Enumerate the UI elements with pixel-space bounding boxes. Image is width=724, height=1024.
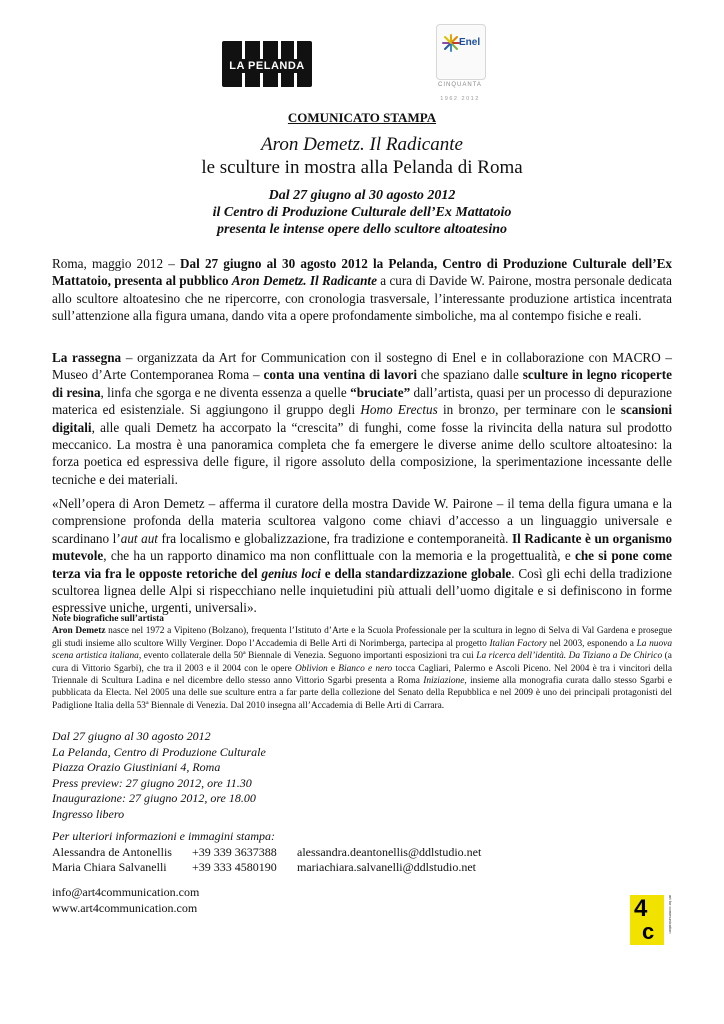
document-subtitle: le sculture in mostra alla Pelanda di Roma bbox=[201, 157, 523, 178]
intro-paragraph: Roma, maggio 2012 – Dal 27 giugno al 30 agosto 2012 la Pelanda, Centro di Produzione Culturale dell’Ex Mattatoio, presenta al pubblico Aron Demetz. Il Radicante a cura di Davide W. Pairone, mostra personale dedicata allo scultore altoatesino che ne ripercorre, con cronologia trasversale, l’interessante produzione artistica incentrata sull’attenzione alla figura umana, dando vita a opere profondamente simboliche, ma al contempo fisiche e reali. bbox=[52, 256, 673, 324]
curator-quote-paragraph: «Nell’opera di Aron Demetz – afferma il curatore della mostra Davide W. Pairone – il tema della figura umana e la comprensione profonda della materia scultorea valgono come chiavi d’accesso a un linguaggio universale e scardinano l’aut aut fra localismo e globalizzazione, fra tradizione e contemporaneità. Il Radicante è un organismo mutevole, che ha un rapporto dinamico ma non conflittuale con la memoria e la progettualità, e che si pone come terza via fra le opposte retoriche del genius loci e della standardizzazione globale. Così gli echi della tradizione scultorea lignea delle Alpi si rispecchiano nelle inquietudini più attuali dell’uomo digitale e si definiscono in forme espressive uniche, urgenti, universali». bbox=[52, 496, 672, 616]
contact-row bbox=[52, 860, 672, 876]
exhibition-venue-line: il Centro di Produzione Culturale dell’Ex Mattatoio bbox=[212, 205, 512, 220]
exhibition-paragraph: La rassegna – organizzata da Art for Communication con il sostegno di Enel e in collaborazione con MACRO – Museo d’Arte Contemporanea Roma – conta una ventina di lavori che spaziano dalle sculture in legno ricoperte di resina, linfa che sgorga e ne diventa essenza a quelle “bruciate” dall’artista, quasi per un processo di depurazione materica ed esistenziale. Si aggiungono il gruppo degli Homo Erectus in bronzo, per terminare con le scansioni digitali, alle quali Demetz ha accorpato la “crescita” di funghi, come fosse la rivincita della natura sul prodotto meccanico. La mostra è una panoramica completa che fa emergere le diverse anime dello scultore altoatesino: la forza poetica ed espressiva delle figure, il rigore assoluto della composizione, la sperimentazione incessante delle tecniche e dei materiali. bbox=[52, 350, 673, 487]
a4c-logo-block bbox=[630, 895, 664, 945]
enel-logo bbox=[430, 24, 490, 106]
contact-row bbox=[52, 845, 672, 861]
contact-email[interactable]: alessandra.deantonellis@ddlstudio.net bbox=[297, 844, 482, 859]
contact-email[interactable]: mariachiara.salvanelli@ddlstudio.net bbox=[297, 860, 476, 874]
info-address: Piazza Orazio Giustiniani 4, Roma bbox=[52, 760, 221, 774]
art4communication-logo bbox=[630, 895, 674, 945]
info-opening: Inaugurazione: 27 giugno 2012, ore 18.00 bbox=[52, 791, 256, 805]
info-dates: Dal 27 giugno al 30 agosto 2012 bbox=[52, 729, 211, 743]
artist-bio-notes bbox=[52, 613, 672, 712]
enel-logo-box bbox=[436, 24, 486, 80]
exhibition-info-block bbox=[52, 729, 672, 822]
contact-name: Alessandra de Antonellis bbox=[52, 844, 172, 859]
enel-star-icon bbox=[441, 33, 461, 53]
exhibition-tagline: presenta le intense opere dello scultore altoatesino bbox=[216, 222, 508, 237]
enel-logo-years: 1962 2012 bbox=[440, 96, 480, 102]
info-venue: La Pelanda, Centro di Produzione Culturale bbox=[52, 744, 266, 759]
a4c-logo-four: 4 bbox=[634, 895, 648, 922]
document-title: Aron Demetz. Il Radicante bbox=[261, 134, 463, 155]
a4c-logo-c: c bbox=[642, 919, 655, 944]
artist-bio-title: Note biografiche sull’artista bbox=[52, 614, 164, 624]
info-press-preview: Press preview: 27 giugno 2012, ore 11.30 bbox=[52, 775, 252, 790]
enel-logo-subtitle: CINQUANTA bbox=[438, 82, 482, 88]
info-website-link[interactable]: www.art4communication.com bbox=[52, 900, 198, 915]
contact-name: Maria Chiara Salvanelli bbox=[52, 860, 167, 874]
enel-logo-word: Enel bbox=[459, 37, 481, 48]
a4c-logo-side-text: art for communication bbox=[668, 895, 673, 934]
pelanda-logo bbox=[222, 41, 312, 87]
contact-phone: +39 339 3637388 bbox=[192, 844, 277, 859]
contact-phone: +39 333 4580190 bbox=[192, 860, 277, 874]
exhibition-dates: Dal 27 giugno al 30 agosto 2012 bbox=[268, 188, 456, 203]
pelanda-logo-text: LA PELANDA bbox=[222, 59, 312, 73]
document-label: COMUNICATO STAMPA bbox=[287, 110, 437, 125]
web-contacts-block bbox=[52, 885, 672, 916]
info-email-link[interactable]: info@art4communication.com bbox=[52, 885, 200, 899]
contacts-intro: Per ulteriori informazioni e immagini stampa: bbox=[52, 829, 275, 843]
press-contacts-block bbox=[52, 829, 672, 876]
info-entry: Ingresso libero bbox=[52, 806, 125, 821]
artist-bio-text: Aron Demetz nasce nel 1972 a Vipiteno (Bolzano), frequenta l’Istituto d’Arte e la Scuola Professionale per la scultura in legno di Selva di Val Gardena e prosegue gli studi insieme allo scultore Willy Verginer. Dopo l’Accademia di Belle Arti di Norimberga, partecipa al progetto Italian Factory nel 2003, esponendo a La nuova scena artistica italiana, evento collaterale della 50ª Biennale di Venezia. Seguono importanti esposizioni tra cui La ricerca dell’identità. Da Tiziano a De Chirico (a cura di Vittorio Sgarbi), che tra il 2003 e il 2004 con le opere Oblivion e Bianco e nero tocca Cagliari, Palermo e Ascoli Piceno. Nel 2004 è tra i vincitori della Triennale di Scultura Ladina e nel dicembre dello stesso anno Vittorio Sgarbi presenta a Roma Iniziazione, insieme alla monografia curata dallo stesso Sgarbi e pubblicata da Electa. Nel 2005 una delle sue sculture entra a far parte della collezione del Senato della Repubblica e nel 2009 è uno dei principali protagonisti del Padiglione Italia della 53ª Biennale di Venezia. Dal 2010 insegna all’Accademia di Belle Arti di Carrara. bbox=[52, 626, 673, 711]
